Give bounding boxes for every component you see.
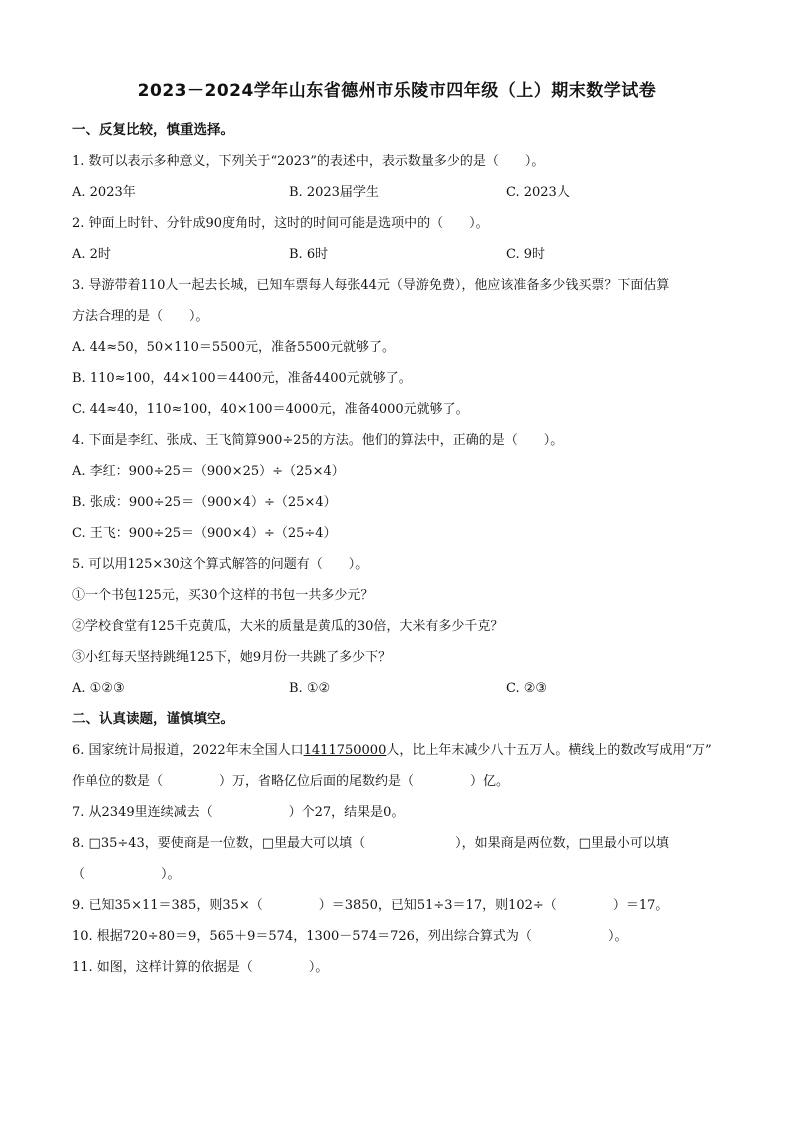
option-b: B. 2023届学生 <box>289 185 379 200</box>
option-a: A. 2023年 <box>72 185 136 200</box>
option-b: B. ①② <box>289 681 331 696</box>
option-b: B. 6时 <box>289 247 329 262</box>
option-c: C. ②③ <box>506 681 548 696</box>
question-5-options <box>72 673 722 704</box>
question-2-options <box>72 239 722 270</box>
question-3-option-c: C. 44≈40，110≈100，40×100＝4000元，准备4000元就够了。 <box>72 402 469 417</box>
section-2-heading: 二、认真读题，谨慎填空。 <box>72 711 234 727</box>
question-5-item-1: ①一个书包125元，买30个这样的书包一共多少元？ <box>72 588 374 603</box>
question-5-item-3: ③小红每天坚持跳绳125下，她9月份一共跳了多少下？ <box>72 650 392 665</box>
question-4-option-c: C. 王飞：900÷25＝（900×4）÷（25÷4） <box>72 526 337 541</box>
question-7: 7. 从2349里连续减去（ ）个27，结果是0。 <box>72 805 405 820</box>
question-4-stem: 4. 下面是李红、张成、王飞简算900÷25的方法。他们的算法中，正确的是（ ）。 <box>72 433 564 448</box>
question-6-line-2: 作单位的数是（ ）万，省略亿位后面的尾数约是（ ）亿。 <box>72 774 510 789</box>
question-5-stem: 5. 可以用125×30这个算式解答的问题有（ ）。 <box>72 557 369 572</box>
exam-title: 2023－2024学年山东省德州市乐陵市四年级（上）期末数学试卷 <box>137 81 657 101</box>
question-3-option-a: A. 44≈50，50×110＝5500元，准备5500元就够了。 <box>72 340 396 355</box>
option-c: C. 9时 <box>506 247 546 262</box>
question-1-stem: 1. 数可以表示多种意义，下列关于“2023”的表述中，表示数量多少的是（ ）。 <box>72 154 545 169</box>
question-3-option-b: B. 110≈100，44×100＝4400元，准备4400元就够了。 <box>72 371 412 386</box>
question-4-option-a: A. 李红：900÷25＝（900×25）÷（25×4） <box>72 464 345 479</box>
question-11: 11. 如图，这样计算的依据是（ ）。 <box>72 960 329 975</box>
option-c: C. 2023人 <box>506 185 570 200</box>
question-4-option-b: B. 张成：900÷25＝（900×4）÷（25×4） <box>72 495 337 510</box>
option-a: A. 2时 <box>72 247 111 262</box>
question-3-stem-line-1: 3. 导游带着110人一起去长城，已知车票每人每张44元（导游免费），他应该准备多少钱买票？下面估算 <box>72 278 670 293</box>
question-10: 10. 根据720÷80＝9，565＋9＝574，1300－574＝726，列出综合算式为（ ）。 <box>72 929 628 944</box>
option-a: A. ①②③ <box>72 681 125 696</box>
question-1-options <box>72 177 722 208</box>
question-5-item-2: ②学校食堂有125千克黄瓜，大米的质量是黄瓜的30倍，大米有多少千克？ <box>72 619 504 634</box>
question-9: 9. 已知35×11＝385，则35×（ ）＝3850，已知51÷3＝17，则102÷（ ）＝17。 <box>72 898 669 913</box>
question-2-stem: 2. 钟面上时针、分针成90度角时，这时的时间可能是选项中的（ ）。 <box>72 216 489 231</box>
question-8-line-2: （ ）。 <box>72 867 181 882</box>
underlined-number: 1411750000 <box>303 743 387 758</box>
section-1-heading: 一、反复比较，慎重选择。 <box>72 122 234 138</box>
question-8-line-1: 8. □35÷43，要使商是一位数，□里最大可以填（ ），如果商是两位数，□里最小可以填 <box>72 836 669 851</box>
question-6-line-1: 6. 国家统计局报道，2022年末全国人口1411750000人，比上年末减少八十五万人。横线上的数改写成用“万” <box>72 743 712 758</box>
question-3-stem-line-2: 方法合理的是（ ）。 <box>72 309 209 324</box>
